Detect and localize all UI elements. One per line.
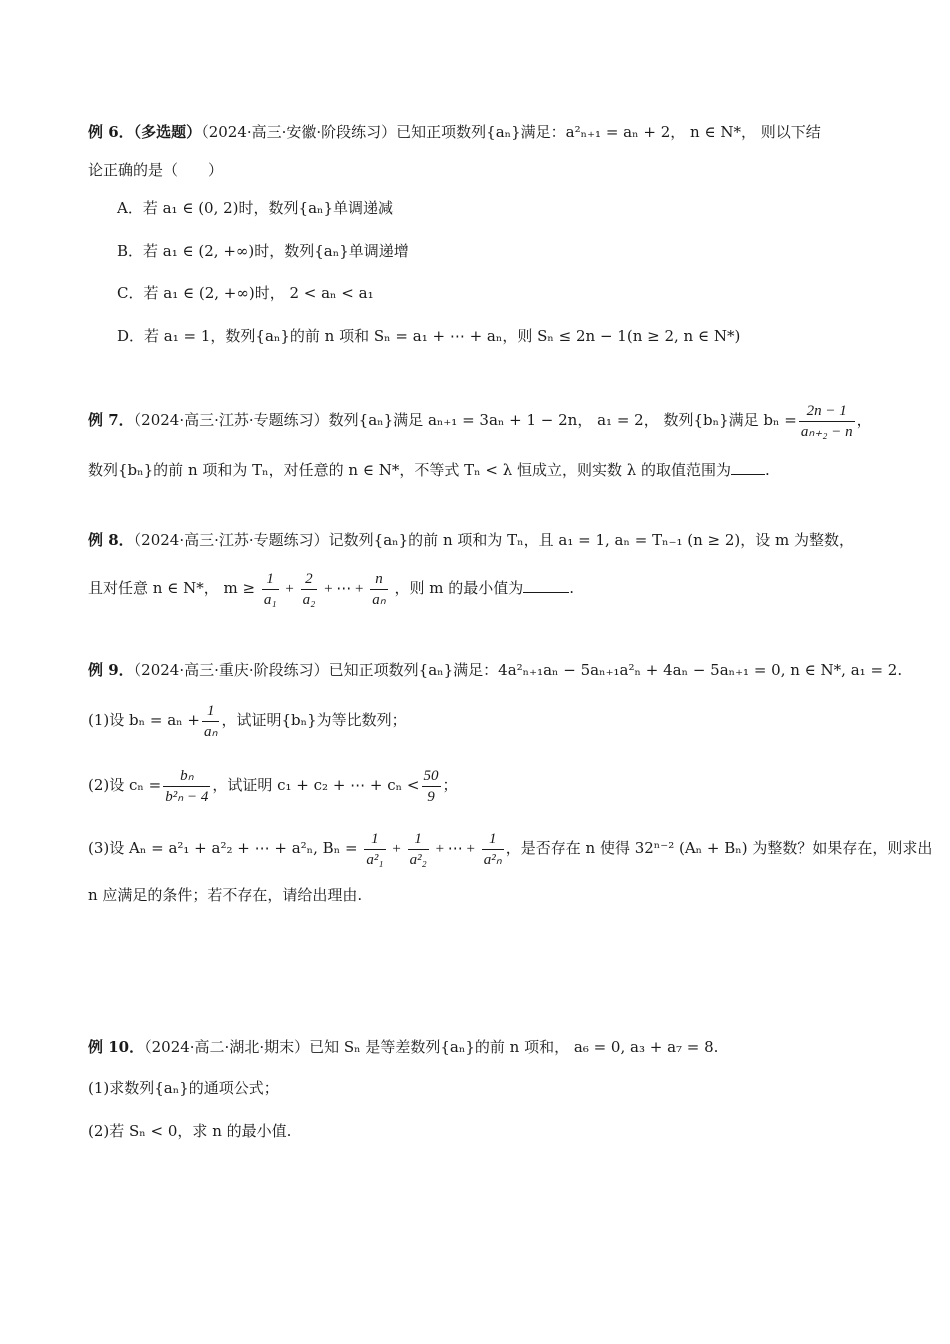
period: . [569, 579, 575, 597]
example-10-label: 例 10． [88, 1038, 145, 1056]
example-10-stem: （2024·高二·湖北·期末）已知 Sₙ 是等差数列{aₙ}的前 n 项和， a₆ = 0, a₃ + a₇ = 8. [144, 1038, 719, 1056]
example-8-label: 例 8． [88, 531, 134, 549]
fraction [422, 766, 441, 807]
comma: ， [856, 411, 872, 429]
example-7-label: 例 7． [88, 411, 134, 429]
fraction [408, 829, 429, 870]
answer-blank[interactable] [523, 578, 569, 593]
fraction [202, 701, 219, 742]
fraction-1 [262, 569, 279, 610]
example-6-option-b: B．若 a₁ ∈ (2, +∞)时，数列{aₙ}单调递增 [117, 242, 409, 260]
example-8-stem-3: ，则 m 的最小值为 [394, 579, 524, 597]
part-3-text: (3)设 Aₙ = a²₁ + a²₂ + ⋯ + a²ₙ, Bₙ = [88, 839, 358, 857]
example-9-line-1 [88, 659, 902, 681]
example-6-label: 例 6． [88, 123, 134, 141]
example-9-part-2 [88, 762, 458, 808]
fraction-numerator: 1 [202, 701, 219, 722]
example-10-part-2: (2)若 Sₙ < 0，求 n 的最小值. [88, 1122, 292, 1140]
part-1-text: (1)设 bₙ = aₙ + [88, 711, 200, 729]
example-7-line-1 [88, 400, 872, 442]
example-8-stem: （2024·高三·江苏·专题练习）记数列{aₙ}的前 n 项和为 Tₙ，且 a₁ = 1, aₙ = Tₙ₋₁ (n ≥ 2)，设 m 为整数， [133, 531, 855, 549]
fraction-numerator: 2 [301, 569, 318, 590]
fraction-numerator: 2n − 1 [799, 401, 855, 422]
example-10-line-1 [88, 1036, 718, 1058]
fraction-numerator: 1 [408, 829, 429, 850]
fraction-numerator: 1 [262, 569, 279, 590]
fraction-numerator: 50 [422, 766, 441, 787]
part-1-text-2: ，试证明{bₙ}为等比数列； [221, 711, 407, 729]
fraction-denominator: aₙ₊₂ − n [800, 423, 853, 440]
part-3-text-2: ，是否存在 n 使得 32ⁿ⁻² (Aₙ + Bₙ) 为整数？如果存在，则求出 [505, 839, 933, 857]
example-7-fraction [799, 401, 855, 442]
example-9-part-3: (3)设 Aₙ = a²₁ + a²₂ + ⋯ + a²ₙ, Bₙ = $\frac{1}{\text{a²₁}}$ + $\frac{1}{\text{a²₂}}$ + ⋯ + $\frac{1}{\text{a²ₙ}}$ ，是否存在 n 使得 32ⁿ⁻² (Aₙ + Bₙ) 为整数？如果存在，则求出 [88, 830, 933, 868]
answer-blank[interactable] [731, 460, 765, 475]
fraction [482, 829, 504, 870]
example-6-option-c: C．若 a₁ ∈ (2, +∞)时， 2 < aₙ < a₁ [117, 284, 374, 302]
multi-choice-tag: （多选题） [133, 123, 202, 141]
fraction-numerator: 1 [482, 829, 504, 850]
fraction-denominator: a²₂ [409, 851, 427, 868]
fraction-denominator: a²ₙ [483, 851, 502, 868]
fraction-denominator: aₙ [203, 723, 218, 740]
part-2-text-3: ； [442, 776, 458, 794]
example-9-label: 例 9． [88, 661, 134, 679]
fraction [163, 766, 210, 807]
example-8-line-2: 且对任意 n ∈ N*， m ≥ $\frac{1}{\text{a₁}}$ + $\frac{2}{\text{a₂}}$ + ⋯ + $\frac{n}{\text{aₙ}}$ ，则 m 的最小值为 . [88, 570, 575, 608]
fraction-numerator: n [370, 569, 387, 590]
part-2-text: (2)设 cₙ = [88, 776, 162, 794]
example-6-option-a: A．若 a₁ ∈ (0, 2)时，数列{aₙ}单调递减 [117, 199, 394, 217]
example-9-part-1 [88, 697, 407, 743]
example-6-option-d: D．若 a₁ = 1，数列{aₙ}的前 n 项和 Sₙ = a₁ + ⋯ + aₙ，则 Sₙ ≤ 2n − 1(n ≥ 2, n ∈ N*) [117, 327, 741, 345]
fraction-numerator: bₙ [163, 766, 210, 787]
fraction [364, 829, 385, 870]
fraction-denominator: aₙ [372, 591, 386, 608]
example-7-stem: （2024·高三·江苏·专题练习）数列{aₙ}满足 aₙ₊₁ = 3aₙ + 1 − 2n， a₁ = 2， 数列{bₙ}满足 bₙ = [133, 411, 797, 429]
example-9-stem: （2024·高三·重庆·阶段练习）已知正项数列{aₙ}满足：4a²ₙ₊₁aₙ − 5aₙ₊₁a²ₙ + 4aₙ − 5aₙ₊₁ = 0, n ∈ N*, a₁ = 2. [133, 661, 903, 679]
example-7-line-2 [88, 459, 770, 481]
fraction-denominator: a₁ [263, 591, 277, 608]
fraction-denominator: b²ₙ − 4 [165, 788, 209, 805]
fraction-denominator: 9 [427, 788, 435, 805]
example-8-line-1 [88, 529, 854, 551]
example-6-line-1 [88, 121, 821, 143]
example-7-stem-2: 数列{bₙ}的前 n 项和为 Tₙ，对任意的 n ∈ N*，不等式 Tₙ < λ 恒成立，则实数 λ 的取值范围为 [88, 461, 732, 479]
fraction-3 [370, 569, 387, 610]
example-6-stem-2: 论正确的是（ ） [88, 161, 224, 179]
fraction-denominator: a₂ [302, 591, 316, 608]
period: . [765, 461, 770, 479]
part-2-text-2: ，试证明 c₁ + c₂ + ⋯ + cₙ < [212, 776, 420, 794]
example-6-stem: （2024·高三·安徽·阶段练习）已知正项数列{aₙ}满足：a²ₙ₊₁ = aₙ + 2， n ∈ N*， 则以下结 [201, 123, 821, 141]
example-9-part-3-line-2: n 应满足的条件；若不存在，请给出理由. [88, 886, 363, 904]
fraction-numerator: 1 [364, 829, 385, 850]
fraction-denominator: a²₁ [366, 851, 384, 868]
example-8-stem-2: 且对任意 n ∈ N*， m ≥ [88, 579, 256, 597]
fraction-2 [301, 569, 318, 610]
example-10-part-1: (1)求数列{aₙ}的通项公式； [88, 1079, 279, 1097]
